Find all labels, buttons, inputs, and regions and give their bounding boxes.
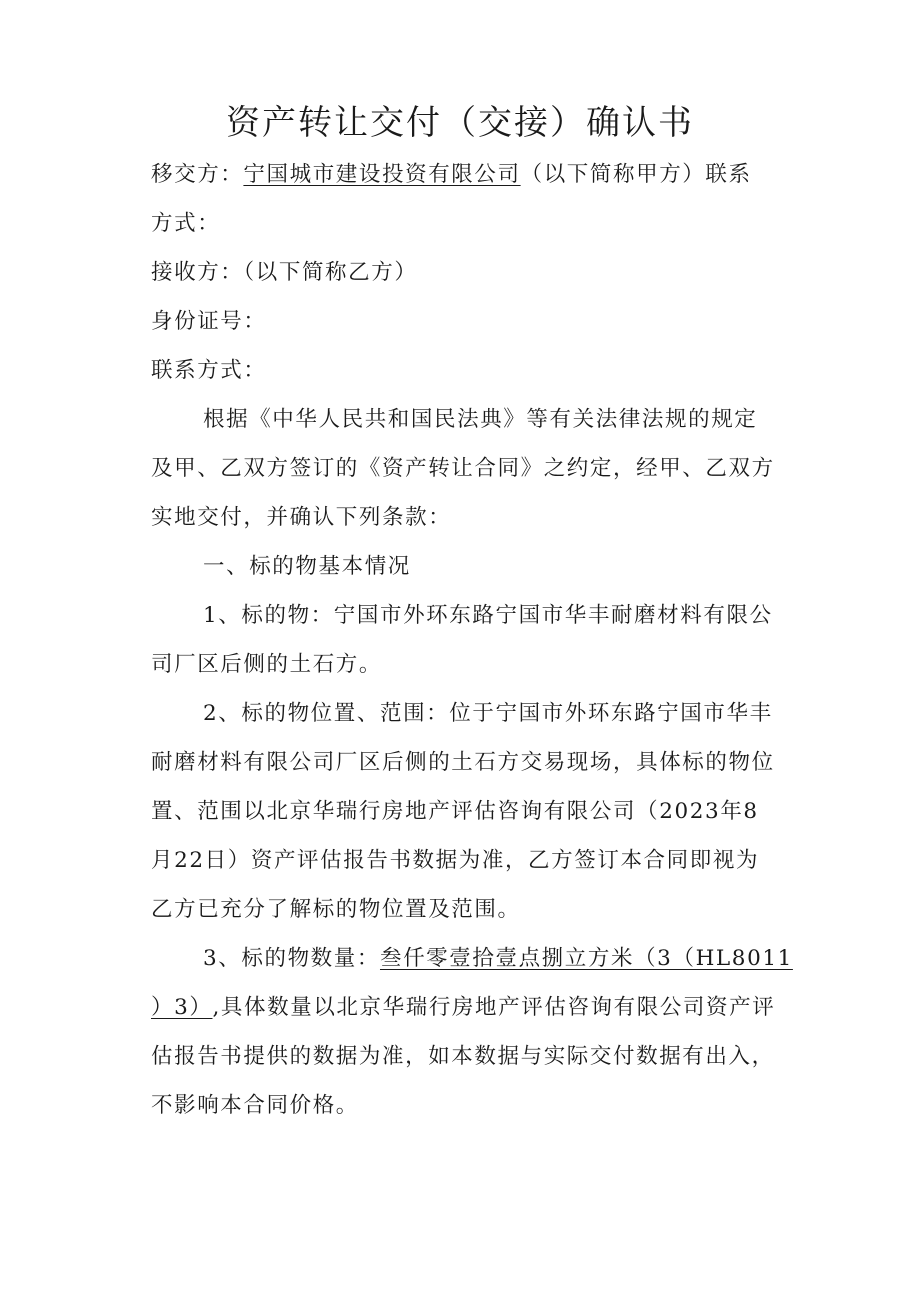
document-title: 资产转让交付（交接）确认书 xyxy=(226,103,694,143)
item2-line-4: 月22日）资产评估报告书数据为准，乙方签订本合同即视为 xyxy=(151,848,760,873)
receiver-id-label: 身份证号： xyxy=(151,309,267,334)
preamble-line-1: 根据《中华人民共和国民法典》等有关法律法规的规定 xyxy=(203,407,758,432)
item1-line-1: 1、标的物：宁国市外环东路宁国市华丰耐磨材料有限公 xyxy=(203,603,773,628)
item3-line-3: 估报告书提供的数据为准，如本数据与实际交付数据有出入， xyxy=(151,1044,775,1069)
preamble-line-3: 实地交付，并确认下列条款： xyxy=(151,505,452,530)
item1-line-2: 司厂区后侧的土石方。 xyxy=(151,652,383,677)
item3-quantity-part2: ）3） xyxy=(151,995,213,1020)
transferor-line xyxy=(151,160,752,190)
transferor-label: 移交方： xyxy=(151,162,244,187)
transferor-name: 宁国城市建设投资有限公司 xyxy=(243,162,521,187)
item2-line-2: 耐磨材料有限公司厂区后侧的土石方交易现场，具体标的物位 xyxy=(151,750,775,775)
item3-line-1 xyxy=(203,944,793,974)
item3-quantity-part1: 叁仟零壹拾壹点捌立方米（3（HL8011 xyxy=(379,946,793,971)
transferor-suffix: （以下简称甲方）联系 xyxy=(520,162,752,187)
item3-line-4: 不影响本合同价格。 xyxy=(151,1093,359,1118)
receiver-contact-label: 联系方式： xyxy=(151,358,267,383)
preamble-line-2: 及甲、乙双方签订的《资产转让合同》之约定，经甲、乙双方 xyxy=(151,456,775,481)
item3-line-2 xyxy=(151,993,775,1023)
item2-line-5: 乙方已充分了解标的物位置及范围。 xyxy=(151,897,521,922)
transferor-contact-label: 方式： xyxy=(151,211,221,236)
item2-line-1: 2、标的物位置、范围：位于宁国市外环东路宁国市华丰 xyxy=(203,701,773,726)
item3-prefix: 3、标的物数量： xyxy=(203,946,380,971)
item3-rest-line1: ,具体数量以北京华瑞行房地产评估咨询有限公司资产评 xyxy=(212,995,776,1020)
section-heading-1: 一、标的物基本情况 xyxy=(203,554,411,579)
item2-line-3: 置、范围以北京华瑞行房地产评估咨询有限公司（2023年8 xyxy=(151,799,759,824)
receiver-label: 接收方：（以下简称乙方） xyxy=(151,260,418,285)
